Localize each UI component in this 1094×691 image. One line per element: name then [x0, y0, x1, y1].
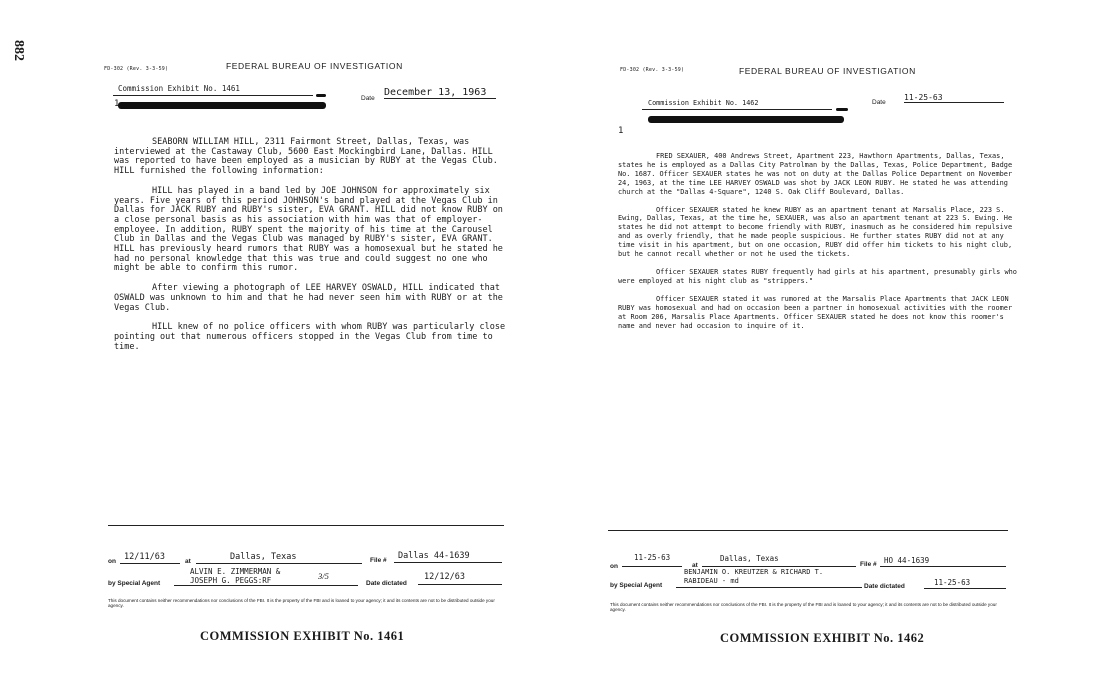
dictated-underline: [418, 584, 502, 585]
on-underline: [120, 563, 180, 564]
page-number: 882: [11, 40, 26, 61]
report-body: [618, 152, 1023, 339]
date-value: December 13, 1963: [384, 87, 496, 99]
date-label: Date: [872, 99, 886, 106]
at-value: Dallas, Texas: [720, 554, 779, 563]
footer-rule: [608, 530, 1008, 531]
date-value: 11-25-63: [904, 93, 1004, 103]
redaction-mark: [836, 108, 848, 111]
paragraph: Officer SEXAUER states RUBY frequently had girls at his apartment, presumably girls who were employed at his night club as "strippers.": [618, 267, 1017, 285]
agent-label: by Special Agent: [108, 580, 161, 587]
file-underline: [880, 566, 1006, 567]
at-value: Dallas, Texas: [230, 552, 297, 562]
bureau-heading: FEDERAL BUREAU OF INVESTIGATION: [739, 66, 916, 76]
at-underline: [702, 566, 856, 567]
exhibit-underline: [113, 95, 313, 96]
form-number: FD-302 (Rev. 3-3-59): [620, 67, 685, 73]
on-value: 12/11/63: [124, 552, 165, 562]
page-mark: 1: [618, 126, 624, 136]
on-label: on: [108, 558, 116, 565]
agent-initials: 3/5: [318, 571, 329, 581]
disclaimer: This document contains neither recommendations nor conclusions of the FBI. It is the property of the FBI and is loaned to your agency; it and its contents are not to be distributed outside your agency.: [108, 598, 495, 609]
paragraph: FRED SEXAUER, 400 Andrews Street, Apartment 223, Hawthorn Apartments, Dallas, Texas, states he is employed as a Dallas City Patrolman by the Dallas, Texas, Police Department, Badge No. 1687. Officer SEXAUER states he was not on duty at the Dallas Police Department on November 24, 1963, at the time LEE HARVEY OSWALD was shot by JACK LEON RUBY. He stated he was attending church at the "Dallas 4-Square", 1240 S. Oak Cliff Boulevard, Dallas.: [618, 152, 1013, 196]
file-label: File #: [860, 561, 877, 568]
file-underline: [394, 562, 502, 563]
date-label: Date: [361, 95, 375, 102]
on-value: 11-25-63: [634, 553, 671, 562]
file-label: File #: [370, 557, 387, 564]
on-underline: [622, 566, 682, 567]
redaction-bar: [118, 102, 326, 109]
file-value: Dallas 44-1639: [398, 551, 470, 561]
footer-rule: [108, 525, 504, 526]
redaction-bar: [648, 116, 844, 123]
paragraph: HILL has played in a band led by JOE JOHNSON for approximately six years. Five years of this period JOHNSON's band played at the Vegas Club in Dallas for JACK RUBY and RUBY's sister, EVA GRANT. HILL did not know RUBY on a close personal basis as his association with him was that of employer-employee. In addition, RUBY spent the majority of his time at the Carousel Club in Dallas and the Vegas Club was managed by RUBY's sister, EVA GRANT. HILL has previously heard rumors that RUBY was a homosexual but he stated he had no personal knowledge that this was true and could suggest no one who might be able to confirm this rumor.: [114, 185, 503, 274]
at-label: at: [692, 562, 698, 569]
paragraph: After viewing a photograph of LEE HARVEY OSWALD, HILL indicated that OSWALD was unknown to him and that he had never seen him with RUBY or at the Vegas Club.: [114, 283, 503, 313]
paragraph: Officer SEXAUER stated he knew RUBY as an apartment tenant at Marsalis Place, 223 S. Ewing, Dallas, Texas, at the time he, SEXAUER, was also an apartment tenant at 223 S. Ewing. He states he did not attempt to become friendly with RUBY, inasmuch as he considered him repulsive and as overly friendly, that he made people suspicious. He further states RUBY did not at any time visit in his apartment, but on one occasion, RUBY did offer him tickets to his night club, but he cannot recall whether or not he used the tickets.: [618, 205, 1013, 259]
on-label: on: [610, 563, 618, 570]
dictated-label: Date dictated: [366, 580, 407, 587]
agent-line2: JOSEPH G. PEGGS:RF: [190, 576, 272, 585]
disclaimer: This document contains neither recommendations nor conclusions of the FBI. It is the property of the FBI and is loaned to your agency; it and its contents are not to be distributed outside your agency.: [610, 602, 997, 613]
agent-underline: [676, 587, 862, 588]
report-body: [114, 138, 509, 362]
page-mark: 1: [114, 99, 120, 109]
at-label: at: [185, 558, 191, 565]
paragraph: SEABORN WILLIAM HILL, 2311 Fairmont Street, Dallas, Texas, was interviewed at the Castaway Club, 5600 East Mockingbird Lane, Dallas. HILL was reported to have been employed as a musician by RUBY at the Vegas Club. HILL furnished the following information:: [114, 137, 498, 177]
redaction-mark: [316, 94, 326, 97]
paragraph: Officer SEXAUER stated it was rumored at the Marsalis Place Apartments that JACK LEON RUBY was homosexual and had on occasion been a partner in homosexual activities with the roomer at Room 206, Marsalis Place Apartments. Officer SEXAUER stated he does not know this roomer's name and never had occasion to inquire of it.: [618, 294, 1013, 330]
exhibit-1461: [0, 0, 520, 691]
dictated-label: Date dictated: [864, 583, 905, 590]
agent-line2: RABIDEAU - md: [684, 577, 739, 585]
paragraph: HILL knew of no police officers with whom RUBY was particularly close pointing out that numerous officers stopped in the Vegas Club from time to time.: [114, 322, 506, 352]
agent-line1: BENJAMIN O. KREUTZER & RICHARD T.: [684, 568, 824, 576]
agent-underline: [174, 585, 358, 586]
exhibit-line: Commission Exhibit No. 1462: [648, 99, 759, 107]
exhibit-1462: [574, 0, 1094, 691]
at-underline: [196, 563, 362, 564]
dictated-value: 11-25-63: [934, 578, 971, 587]
agent-label: by Special Agent: [610, 582, 663, 589]
file-value: HO 44-1639: [884, 556, 930, 565]
exhibit-caption: COMMISSION EXHIBIT No. 1461: [200, 629, 405, 643]
dictated-underline: [924, 588, 1006, 589]
agent-line1: ALVIN E. ZIMMERMAN &: [190, 567, 281, 576]
exhibit-caption: COMMISSION EXHIBIT No. 1462: [720, 631, 925, 645]
exhibit-underline: [642, 109, 832, 110]
bureau-heading: FEDERAL BUREAU OF INVESTIGATION: [226, 61, 403, 71]
form-number: FD-302 (Rev. 3-3-59): [104, 66, 169, 72]
dictated-value: 12/12/63: [424, 572, 465, 582]
exhibit-line: Commission Exhibit No. 1461: [118, 84, 240, 93]
